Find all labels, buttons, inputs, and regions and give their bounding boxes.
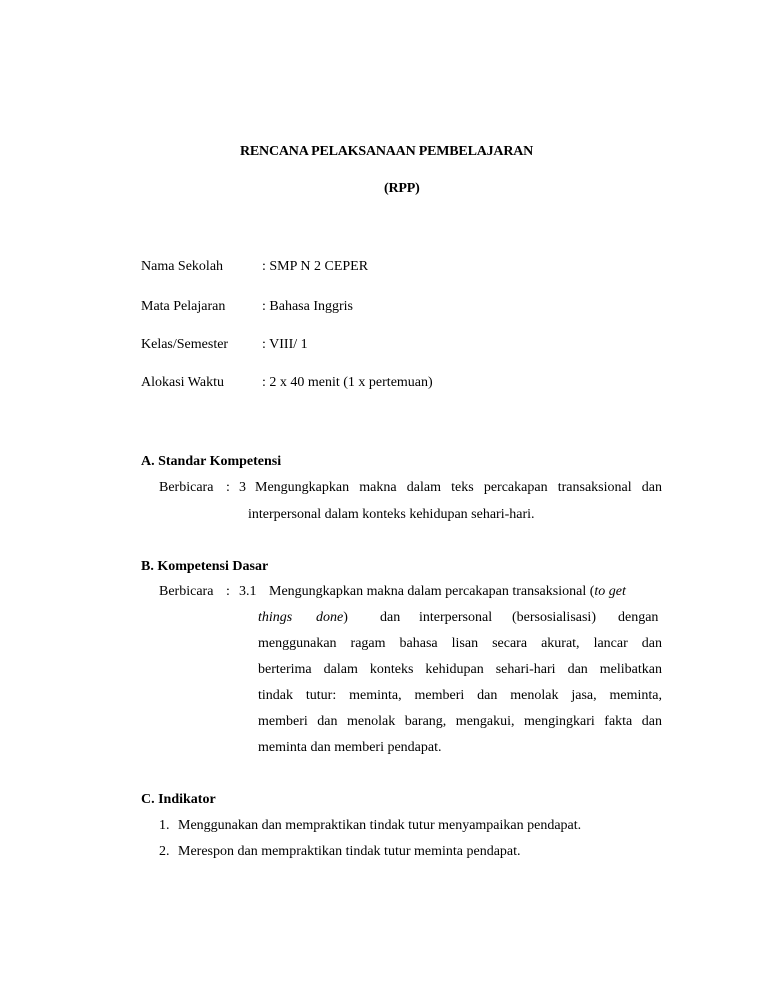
section-b-text-line1 bbox=[269, 583, 626, 601]
section-b-separator: : bbox=[226, 584, 230, 599]
identity-value-subject: : Bahasa Inggris bbox=[262, 299, 353, 314]
identity-label-time: Alokasi Waktu bbox=[141, 375, 224, 390]
section-b-line1-text: Mengungkapkan makna dalam percakapan transaksional ( bbox=[269, 584, 595, 599]
document-subtitle: (RPP) bbox=[384, 181, 420, 196]
section-b-line2-done: done) bbox=[316, 610, 348, 625]
section-b-text-line7: meminta dan memberi pendapat. bbox=[258, 740, 442, 755]
section-b-line2-interpersonal: interpersonal bbox=[419, 610, 493, 625]
identity-value-time: : 2 x 40 menit (1 x pertemuan) bbox=[262, 375, 433, 390]
section-b-line2-things: things bbox=[258, 610, 293, 625]
section-b-text-line6: memberi dan menolak barang, mengakui, mengingkari fakta dan bbox=[258, 714, 662, 729]
section-a-text-line2: interpersonal dalam konteks kehidupan sehari-hari. bbox=[248, 507, 535, 522]
indicator-2-number: 2. bbox=[159, 844, 170, 859]
section-b-skill: Berbicara bbox=[159, 584, 214, 599]
section-b-line2-dengan: dengan bbox=[618, 610, 659, 625]
identity-label-class: Kelas/Semester bbox=[141, 337, 229, 352]
indicator-1-number: 1. bbox=[159, 818, 170, 833]
section-b-text-line3: menggunakan ragam bahasa lisan secara akurat, lancar dan bbox=[258, 636, 662, 651]
section-c-heading: C. Indikator bbox=[141, 792, 216, 807]
identity-label-school: Nama Sekolah bbox=[141, 259, 224, 274]
identity-value-class: : VIII/ 1 bbox=[262, 337, 308, 352]
section-b-line2-dan: dan bbox=[380, 610, 401, 625]
section-a-skill: Berbicara bbox=[159, 480, 214, 495]
indicator-2-text: Merespon dan mempraktikan tindak tutur meminta pendapat. bbox=[178, 844, 521, 859]
identity-value-school: : SMP N 2 CEPER bbox=[262, 259, 369, 274]
section-a-number: 3 bbox=[239, 480, 246, 495]
section-b-text-line4: berterima dalam konteks kehidupan sehari-hari dan melibatkan bbox=[258, 662, 662, 677]
indicator-1-text: Menggunakan dan mempraktikan tindak tutur menyampaikan pendapat. bbox=[178, 818, 582, 833]
section-b-text-line5: tindak tutur: meminta, memberi dan menolak jasa, meminta, bbox=[258, 688, 662, 703]
section-a-separator: : bbox=[226, 480, 230, 495]
section-b-line1-italic: to get bbox=[594, 584, 626, 599]
section-a-text-line1: Mengungkapkan makna dalam teks percakapan transaksional dan bbox=[255, 480, 662, 495]
section-b-number: 3.1 bbox=[239, 584, 257, 599]
identity-label-subject: Mata Pelajaran bbox=[141, 299, 226, 314]
document-title: RENCANA PELAKSANAAN PEMBELAJARAN bbox=[240, 144, 534, 159]
section-b-line2-bersosialisasi: (bersosialisasi) bbox=[512, 610, 596, 625]
section-b-heading: B. Kompetensi Dasar bbox=[141, 559, 269, 574]
section-a-heading: A. Standar Kompetensi bbox=[141, 454, 282, 469]
